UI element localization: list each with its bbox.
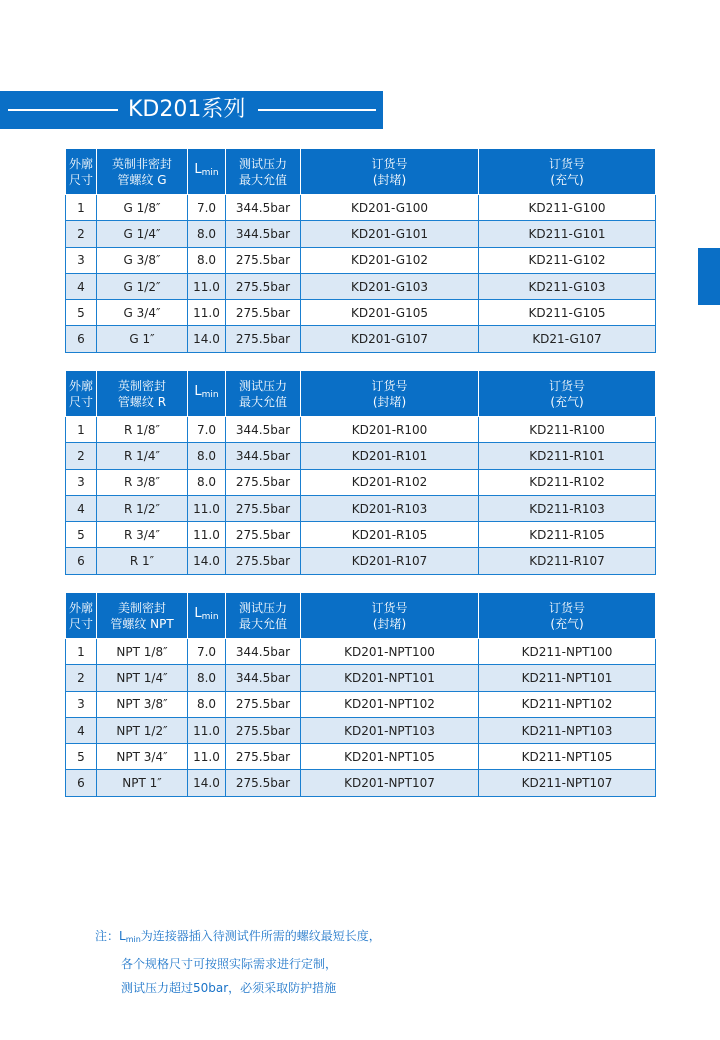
cell-size: R 1″ (97, 548, 188, 574)
table-row (66, 300, 656, 326)
cell-inflate: KD211-G100 (479, 195, 656, 221)
header-lmin-subscript: min (201, 390, 219, 400)
header-thread-col (97, 371, 188, 417)
series-title: KD201系列 (128, 97, 246, 122)
footnote (95, 924, 655, 1000)
cell-inflate: KD211-G101 (479, 221, 656, 247)
header-thread-col (97, 593, 188, 639)
table-row (66, 744, 656, 770)
cell-seal: KD201-G102 (301, 247, 479, 273)
cell-pressure: 344.5bar (226, 443, 301, 469)
header-thread-col-line-2: 管螺纹 R (117, 394, 167, 409)
cell-pressure: 275.5bar (226, 326, 301, 352)
cell-lmin: 14.0 (188, 326, 226, 352)
header-seal-order-col (301, 593, 479, 639)
cell-lmin: 8.0 (188, 665, 226, 691)
cell-no: 4 (66, 717, 97, 743)
table-row (66, 195, 656, 221)
cell-inflate: KD211-NPT107 (479, 770, 656, 796)
header-thread-col-line-1: 美制密封 (117, 600, 166, 615)
cell-inflate: KD211-R107 (479, 548, 656, 574)
header-thread-col-line-1: 英制密封 (117, 378, 166, 393)
cell-size: NPT 1″ (97, 770, 188, 796)
table-row (66, 221, 656, 247)
header-inflate-order-col-line-1: 订货号 (548, 600, 585, 615)
cell-lmin: 7.0 (188, 195, 226, 221)
header-inflate-order-col (479, 149, 656, 195)
cell-no: 2 (66, 665, 97, 691)
cell-size: G 1″ (97, 326, 188, 352)
cell-pressure: 275.5bar (226, 691, 301, 717)
cell-no: 2 (66, 221, 97, 247)
cell-seal: KD201-R103 (301, 495, 479, 521)
cell-size: G 1/2″ (97, 273, 188, 299)
cell-size: G 3/8″ (97, 247, 188, 273)
footnote-line-1 (95, 924, 655, 952)
cell-pressure: 344.5bar (226, 221, 301, 247)
cell-inflate: KD211-R105 (479, 522, 656, 548)
cell-pressure: 275.5bar (226, 744, 301, 770)
cell-seal: KD201-NPT100 (301, 639, 479, 665)
header-seal-order-col-line-1: 订货号 (371, 600, 408, 615)
cell-pressure: 344.5bar (226, 417, 301, 443)
cell-lmin: 8.0 (188, 691, 226, 717)
cell-pressure: 275.5bar (226, 273, 301, 299)
cell-lmin: 8.0 (188, 247, 226, 273)
cell-seal: KD201-G107 (301, 326, 479, 352)
header-seal-order-col-line-2: (封堵) (372, 172, 407, 187)
header-inflate-order-col-line-2: (充气) (550, 616, 584, 631)
cell-lmin: 14.0 (188, 770, 226, 796)
footnote-line-2: 各个规格尺寸可按照实际需求进行定制， (121, 957, 338, 971)
spec-table-1 (65, 148, 656, 353)
header-seal-order-col-line-2: (封堵) (372, 616, 407, 631)
cell-seal: KD201-NPT105 (301, 744, 479, 770)
cell-size: NPT 1/2″ (97, 717, 188, 743)
table-row (66, 417, 656, 443)
cell-size: R 1/2″ (97, 495, 188, 521)
cell-seal: KD201-G100 (301, 195, 479, 221)
cell-no: 5 (66, 300, 97, 326)
cell-pressure: 275.5bar (226, 548, 301, 574)
header-pressure-col-line-2: 最大允值 (238, 616, 287, 631)
cell-lmin: 11.0 (188, 300, 226, 326)
cell-size: G 1/4″ (97, 221, 188, 247)
cell-lmin: 14.0 (188, 548, 226, 574)
series-title-banner (0, 91, 383, 129)
header-inflate-order-col-line-2: (充气) (550, 394, 584, 409)
cell-lmin: 7.0 (188, 417, 226, 443)
table-header-row (66, 149, 656, 195)
footnote-line-1-text: 为连接器插入待测试件所需的螺纹最短长度， (140, 929, 381, 943)
cell-pressure: 275.5bar (226, 717, 301, 743)
cell-pressure: 275.5bar (226, 300, 301, 326)
footnote-prefix: 注：L (95, 929, 126, 943)
table-row (66, 326, 656, 352)
cell-seal: KD201-R101 (301, 443, 479, 469)
table-row (66, 273, 656, 299)
cell-seal: KD201-NPT101 (301, 665, 479, 691)
cell-pressure: 344.5bar (226, 665, 301, 691)
table-row (66, 770, 656, 796)
cell-size: G 3/4″ (97, 300, 188, 326)
header-pressure-col-line-2: 最大允值 (238, 172, 287, 187)
side-page-tab (698, 248, 720, 305)
header-size-col-line-1: 外廓 (68, 378, 93, 393)
header-pressure-col-line-1: 测试压力 (238, 156, 287, 171)
header-size-col-line-1: 外廓 (68, 600, 93, 615)
cell-size: NPT 3/8″ (97, 691, 188, 717)
header-seal-order-col-line-1: 订货号 (371, 156, 408, 171)
cell-no: 6 (66, 770, 97, 796)
cell-pressure: 275.5bar (226, 495, 301, 521)
cell-inflate: KD211-NPT101 (479, 665, 656, 691)
cell-pressure: 344.5bar (226, 639, 301, 665)
header-inflate-order-col-line-1: 订货号 (548, 156, 585, 171)
cell-size: R 3/8″ (97, 469, 188, 495)
cell-lmin: 11.0 (188, 717, 226, 743)
header-lmin-col (188, 371, 226, 417)
cell-no: 3 (66, 469, 97, 495)
footnote-line-3: 测试压力超过50bar，必须采取防护措施 (121, 981, 337, 995)
cell-seal: KD201-G101 (301, 221, 479, 247)
header-thread-col-line-2: 管螺纹 NPT (110, 616, 174, 631)
title-decor-line-right (258, 109, 376, 111)
header-lmin-letter: L (194, 384, 202, 399)
table-row (66, 522, 656, 548)
cell-lmin: 7.0 (188, 639, 226, 665)
header-thread-col (97, 149, 188, 195)
cell-size: G 1/8″ (97, 195, 188, 221)
cell-seal: KD201-G105 (301, 300, 479, 326)
cell-no: 6 (66, 326, 97, 352)
cell-inflate: KD211-NPT105 (479, 744, 656, 770)
cell-pressure: 275.5bar (226, 522, 301, 548)
cell-size: NPT 3/4″ (97, 744, 188, 770)
cell-no: 1 (66, 195, 97, 221)
cell-seal: KD201-NPT103 (301, 717, 479, 743)
header-lmin-col (188, 149, 226, 195)
cell-inflate: KD211-NPT102 (479, 691, 656, 717)
cell-seal: KD201-NPT102 (301, 691, 479, 717)
cell-inflate: KD211-G103 (479, 273, 656, 299)
cell-seal: KD201-NPT107 (301, 770, 479, 796)
header-seal-order-col (301, 371, 479, 417)
header-pressure-col-line-1: 测试压力 (238, 600, 287, 615)
header-lmin-col (188, 593, 226, 639)
cell-inflate: KD211-R103 (479, 495, 656, 521)
cell-inflate: KD211-R100 (479, 417, 656, 443)
header-seal-order-col-line-1: 订货号 (371, 378, 408, 393)
table-row (66, 639, 656, 665)
header-lmin-subscript: min (201, 612, 219, 622)
header-lmin-letter: L (194, 162, 202, 177)
header-pressure-col-line-1: 测试压力 (238, 378, 287, 393)
table-header-row (66, 371, 656, 417)
header-inflate-order-col (479, 593, 656, 639)
cell-inflate: KD211-G105 (479, 300, 656, 326)
table-row (66, 691, 656, 717)
cell-size: NPT 1/8″ (97, 639, 188, 665)
header-size-col-line-2: 尺寸 (68, 394, 93, 409)
cell-pressure: 275.5bar (226, 770, 301, 796)
cell-size: R 3/4″ (97, 522, 188, 548)
header-size-col-line-1: 外廓 (68, 156, 93, 171)
spec-table-2 (65, 370, 656, 575)
header-pressure-col (226, 593, 301, 639)
cell-seal: KD201-R102 (301, 469, 479, 495)
cell-size: R 1/4″ (97, 443, 188, 469)
cell-no: 5 (66, 522, 97, 548)
cell-lmin: 8.0 (188, 221, 226, 247)
cell-no: 3 (66, 247, 97, 273)
cell-lmin: 11.0 (188, 495, 226, 521)
cell-lmin: 11.0 (188, 522, 226, 548)
header-thread-col-line-1: 英制非密封 (111, 156, 172, 171)
header-pressure-col (226, 371, 301, 417)
header-inflate-order-col (479, 371, 656, 417)
cell-no: 1 (66, 639, 97, 665)
cell-seal: KD201-R107 (301, 548, 479, 574)
table-row (66, 717, 656, 743)
table-header-row (66, 593, 656, 639)
spec-table-3 (65, 592, 656, 797)
cell-lmin: 11.0 (188, 744, 226, 770)
header-seal-order-col (301, 149, 479, 195)
cell-lmin: 8.0 (188, 443, 226, 469)
cell-size: R 1/8″ (97, 417, 188, 443)
table-row (66, 247, 656, 273)
header-lmin-subscript: min (201, 168, 219, 178)
header-size-col-line-2: 尺寸 (68, 172, 93, 187)
cell-inflate: KD211-G102 (479, 247, 656, 273)
cell-no: 6 (66, 548, 97, 574)
cell-lmin: 8.0 (188, 469, 226, 495)
header-size-col (66, 371, 97, 417)
cell-lmin: 11.0 (188, 273, 226, 299)
cell-pressure: 275.5bar (226, 247, 301, 273)
header-pressure-col (226, 149, 301, 195)
cell-inflate: KD211-NPT103 (479, 717, 656, 743)
cell-no: 1 (66, 417, 97, 443)
cell-inflate: KD211-R102 (479, 469, 656, 495)
header-inflate-order-col-line-1: 订货号 (548, 378, 585, 393)
cell-no: 4 (66, 273, 97, 299)
header-pressure-col-line-2: 最大允值 (238, 394, 287, 409)
table-row (66, 548, 656, 574)
cell-seal: KD201-G103 (301, 273, 479, 299)
table-row (66, 665, 656, 691)
header-inflate-order-col-line-2: (充气) (550, 172, 584, 187)
footnote-sub: min (125, 935, 141, 944)
cell-inflate: KD211-NPT100 (479, 639, 656, 665)
cell-inflate: KD211-R101 (479, 443, 656, 469)
cell-size: NPT 1/4″ (97, 665, 188, 691)
cell-seal: KD201-R100 (301, 417, 479, 443)
title-decor-line-left (8, 109, 118, 111)
table-row (66, 469, 656, 495)
table-row (66, 495, 656, 521)
header-lmin-letter: L (194, 606, 202, 621)
cell-no: 5 (66, 744, 97, 770)
header-size-col (66, 593, 97, 639)
cell-no: 2 (66, 443, 97, 469)
cell-no: 3 (66, 691, 97, 717)
header-seal-order-col-line-2: (封堵) (372, 394, 407, 409)
cell-pressure: 344.5bar (226, 195, 301, 221)
cell-inflate: KD21-G107 (479, 326, 656, 352)
cell-pressure: 275.5bar (226, 469, 301, 495)
header-thread-col-line-2: 管螺纹 G (117, 172, 167, 187)
cell-no: 4 (66, 495, 97, 521)
header-size-col-line-2: 尺寸 (68, 616, 93, 631)
cell-seal: KD201-R105 (301, 522, 479, 548)
header-size-col (66, 149, 97, 195)
table-row (66, 443, 656, 469)
